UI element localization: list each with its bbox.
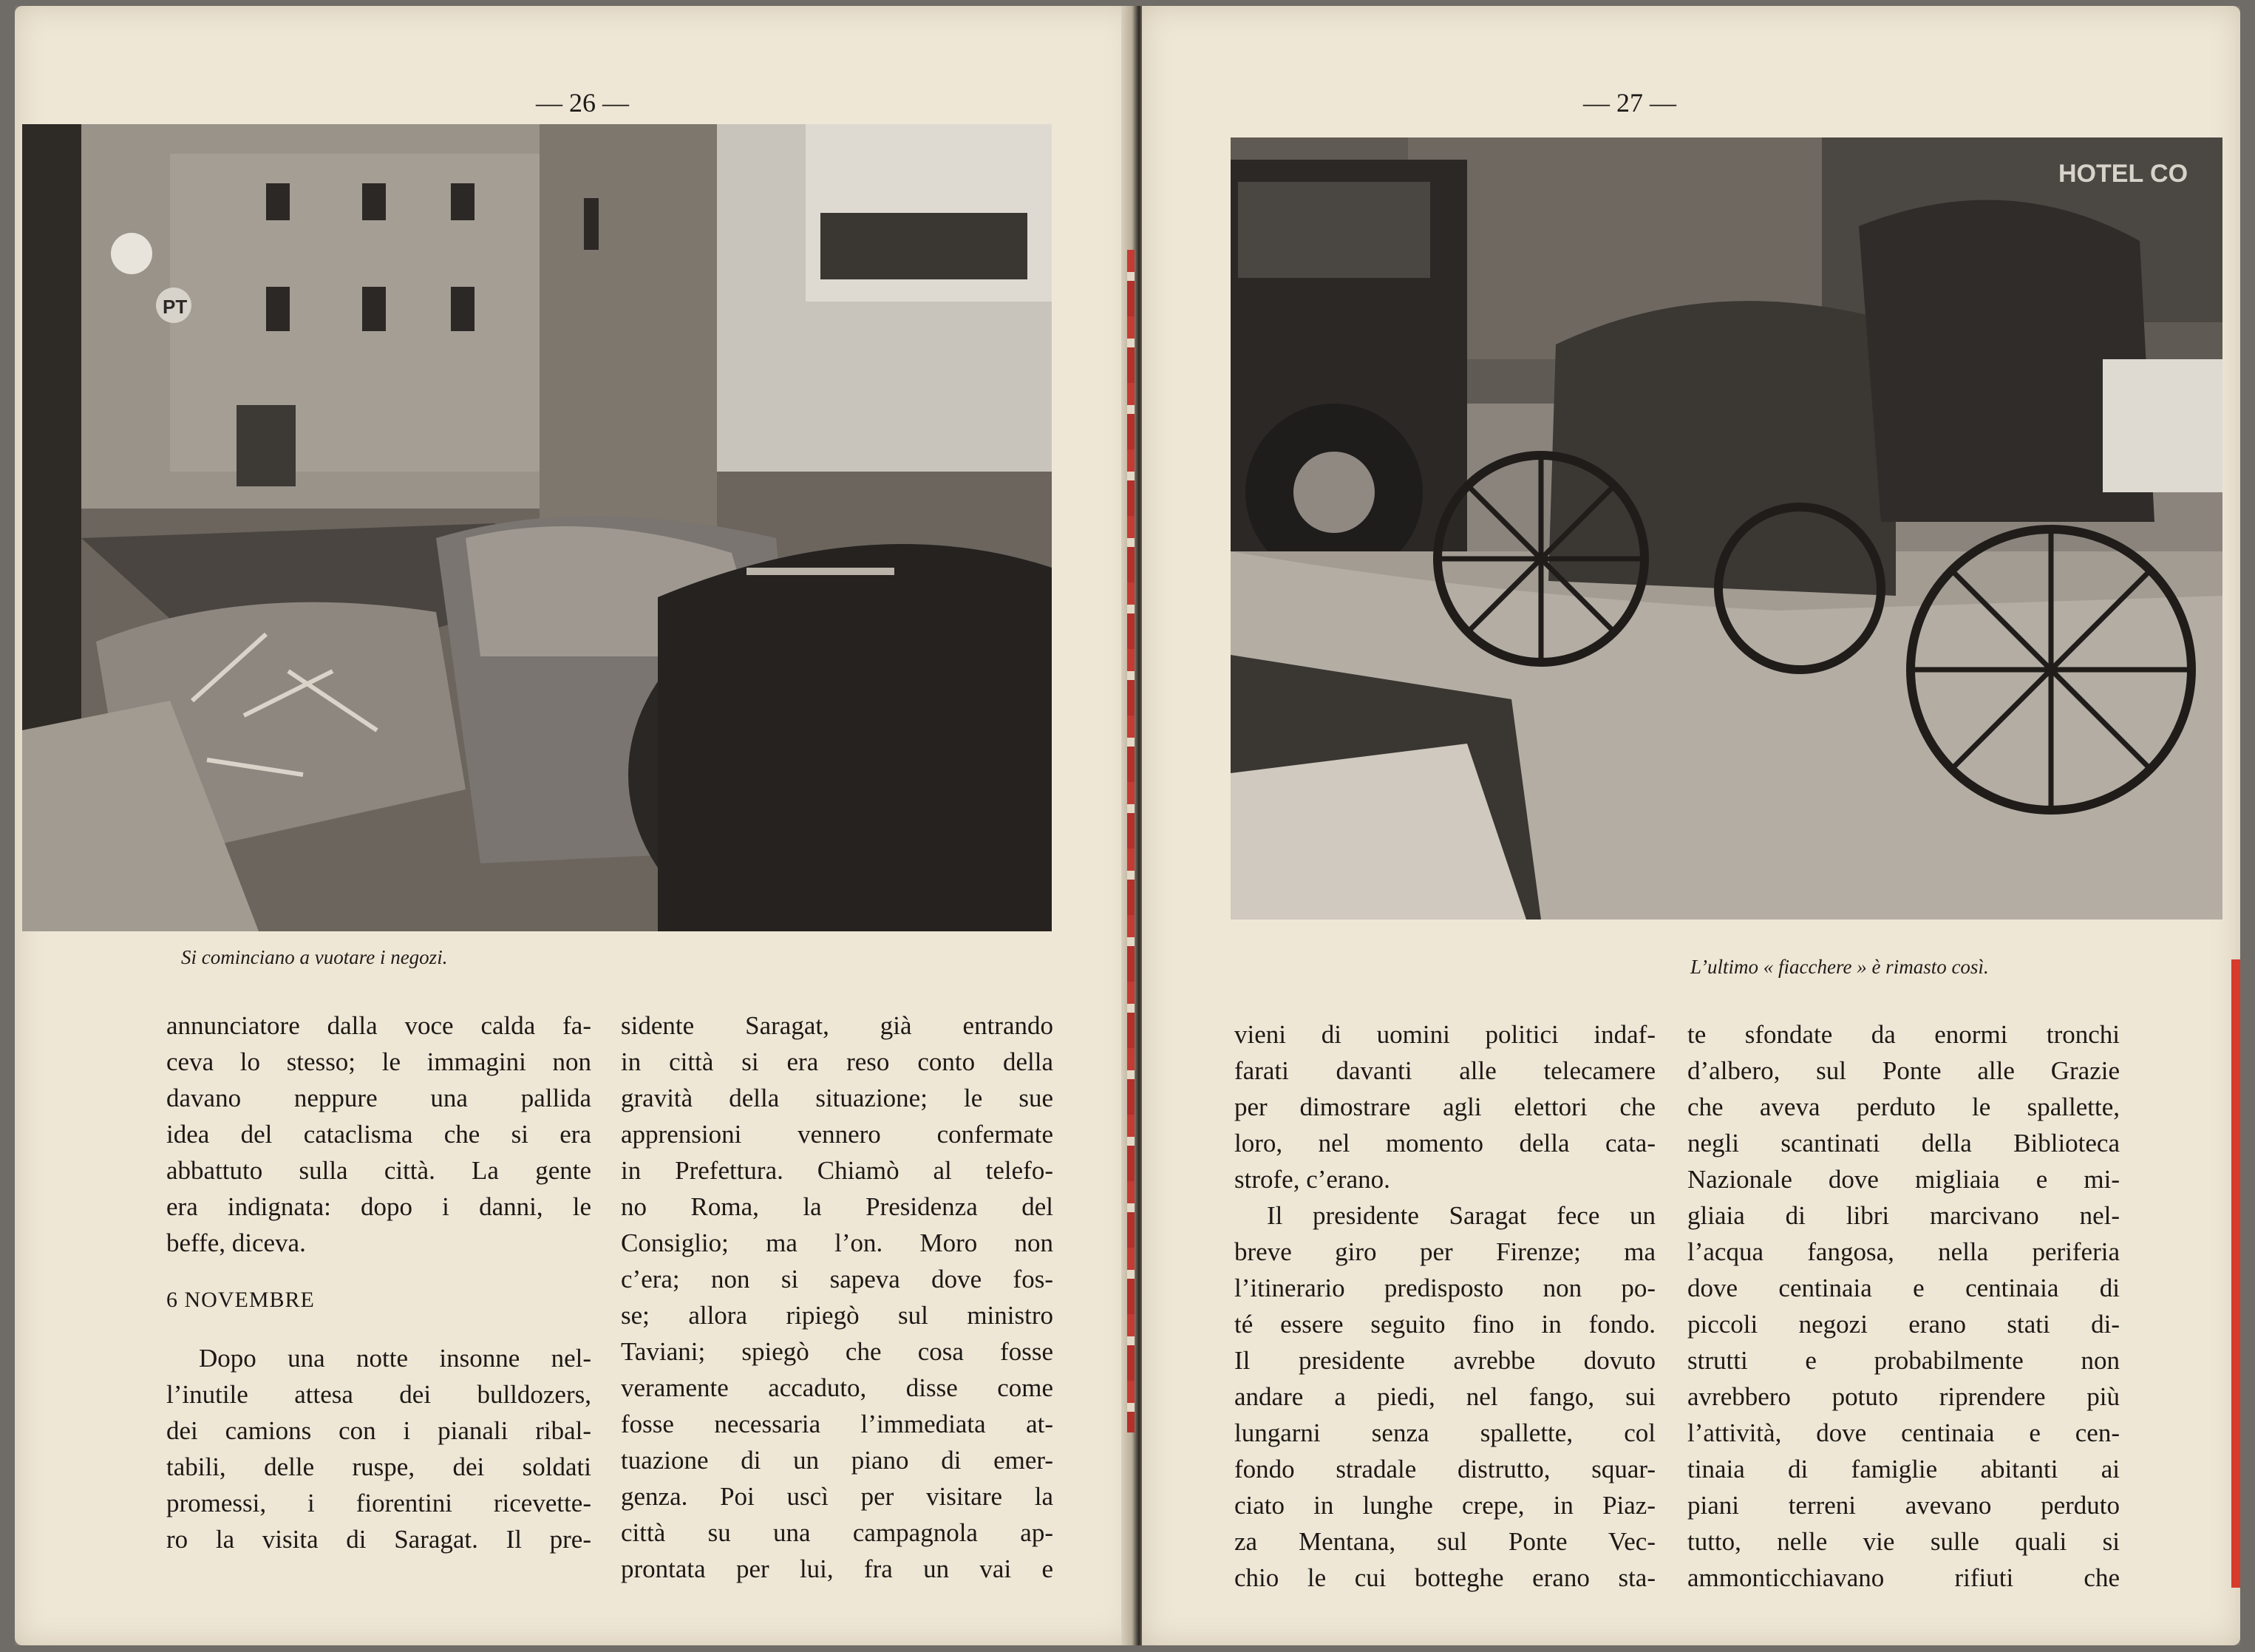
text-line: fondo stradale distrutto, squar- <box>1234 1455 1656 1483</box>
binding-strip <box>1127 250 1135 1432</box>
carriage-illustration <box>1231 137 2222 920</box>
right-column-1 <box>1234 1016 1656 1596</box>
text-line: dove centinaia e centinaia di <box>1687 1274 2120 1302</box>
text-line: loro, nel momento della cata- <box>1234 1129 1656 1158</box>
text-line: lungarni senza spallette, col <box>1234 1418 1656 1447</box>
text-line: ciato in lunghe crepe, in Piaz- <box>1234 1491 1656 1520</box>
photo-caption-right: L’ultimo « fiacchere » è rimasto così. <box>1690 956 1989 978</box>
text-line: chio le cui botteghe erano sta- <box>1234 1563 1656 1592</box>
text-line: Taviani; spiegò che cosa fosse <box>621 1337 1053 1366</box>
text-line: Il presidente Saragat fece un <box>1267 1201 1656 1230</box>
text-line: tabili, delle ruspe, dei soldati <box>166 1452 591 1481</box>
text-line: negli scantinati della Biblioteca <box>1687 1129 2120 1158</box>
text-line: piccoli negozi erano stati di- <box>1687 1310 2120 1339</box>
left-column-1 <box>166 1007 591 1261</box>
section-heading-6-novembre: 6 NOVEMBRE <box>166 1288 315 1312</box>
sign-hotel: HOTEL CO <box>2058 160 2188 188</box>
text-line: te sfondate da enormi tronchi <box>1687 1020 2120 1049</box>
text-line: genza. Poi uscì per visitare la <box>621 1482 1053 1511</box>
text-line: avrebbero potuto riprendere più <box>1687 1382 2120 1411</box>
text-line: che aveva perduto le spallette, <box>1687 1092 2120 1121</box>
text-line: abbattuto sulla città. La gente <box>166 1156 591 1185</box>
text-line: per dimostrare agli elettori che <box>1234 1092 1656 1121</box>
left-column-1-continued <box>166 1340 591 1557</box>
sign-pt: PT <box>163 296 188 318</box>
text-line: d’albero, sul Ponte alle Grazie <box>1687 1056 2120 1085</box>
text-line: ceva lo stesso; le immagini non <box>166 1047 591 1076</box>
text-line: ammonticchiavano rifiuti che <box>1687 1563 2120 1592</box>
right-column-2 <box>1687 1016 2120 1596</box>
text-line: breve giro per Firenze; ma <box>1234 1237 1656 1266</box>
text-line: strofe, c’erano. <box>1234 1165 1390 1194</box>
text-line: tinaia di famiglie abitanti ai <box>1687 1455 2120 1483</box>
text-line: l’itinerario predisposto non po- <box>1234 1274 1656 1302</box>
photo-flooded-street <box>22 124 1052 931</box>
text-line: andare a piedi, nel fango, sui <box>1234 1382 1656 1411</box>
text-line: in città si era reso conto della <box>621 1047 1053 1076</box>
text-line: l’acqua fangosa, nella periferia <box>1687 1237 2120 1266</box>
cover-edge <box>2231 959 2240 1588</box>
text-line: sidente Saragat, già entrando <box>621 1011 1053 1040</box>
text-line: za Mentana, sul Ponte Vec- <box>1234 1527 1656 1556</box>
text-line: strutti e probabilmente non <box>1687 1346 2120 1375</box>
text-line: promessi, i fiorentini ricevette- <box>166 1489 591 1517</box>
text-line: Nazionale dove migliaia e mi- <box>1687 1165 2120 1194</box>
photo-flooded-carriage <box>1231 137 2222 920</box>
text-line: apprensioni vennero confermate <box>621 1120 1053 1149</box>
text-line: gravità della situazione; le sue <box>621 1084 1053 1112</box>
left-page <box>15 6 1135 1645</box>
right-page <box>1142 6 2240 1645</box>
text-line: té essere seguito fino in fondo. <box>1234 1310 1656 1339</box>
text-line: c’era; non si sapeva dove fos- <box>621 1265 1053 1294</box>
text-line: tutto, nelle vie sulle quali si <box>1687 1527 2120 1556</box>
text-line: Consiglio; ma l’on. Moro non <box>621 1228 1053 1257</box>
text-line: no Roma, la Presidenza del <box>621 1192 1053 1221</box>
text-line: l’inutile attesa dei bulldozers, <box>166 1380 591 1409</box>
text-line: Dopo una notte insonne nel- <box>199 1344 591 1373</box>
text-line: prontata per lui, fra un vai e <box>621 1554 1053 1583</box>
flood-street-illustration <box>22 124 1052 931</box>
text-line: farati davanti alle telecamere <box>1234 1056 1656 1085</box>
text-line: se; allora ripiegò sul ministro <box>621 1301 1053 1330</box>
photo-caption-left: Si cominciano a vuotare i negozi. <box>181 946 448 968</box>
text-line: davano neppure una pallida <box>166 1084 591 1112</box>
text-line: era indignata: dopo i danni, le <box>166 1192 591 1221</box>
text-line: in Prefettura. Chiamò al telefo- <box>621 1156 1053 1185</box>
text-line: ro la visita di Saragat. Il pre- <box>166 1525 591 1554</box>
page-number-27: — 27 — <box>1583 88 1676 118</box>
text-line: dei camions con i pianali ribal- <box>166 1416 591 1445</box>
text-line: idea del cataclisma che si era <box>166 1120 591 1149</box>
text-line: beffe, diceva. <box>166 1228 306 1257</box>
text-line: Il presidente avrebbe dovuto <box>1234 1346 1656 1375</box>
page-number-26: — 26 — <box>536 88 629 118</box>
text-line: gliaia di libri marcivano nel- <box>1687 1201 2120 1230</box>
text-line: l’attività, dove centinaia e cen- <box>1687 1418 2120 1447</box>
text-line: veramente accaduto, disse come <box>621 1373 1053 1402</box>
text-line: città su una campagnola ap- <box>621 1518 1053 1547</box>
left-column-2 <box>621 1007 1053 1587</box>
text-line: tuazione di un piano di emer- <box>621 1446 1053 1475</box>
text-line: piani terreni avevano perduto <box>1687 1491 2120 1520</box>
text-line: annunciatore dalla voce calda fa- <box>166 1011 591 1040</box>
text-line: vieni di uomini politici indaf- <box>1234 1020 1656 1049</box>
book-spread <box>15 6 2240 1645</box>
text-line: fosse necessaria l’immediata at- <box>621 1410 1053 1438</box>
